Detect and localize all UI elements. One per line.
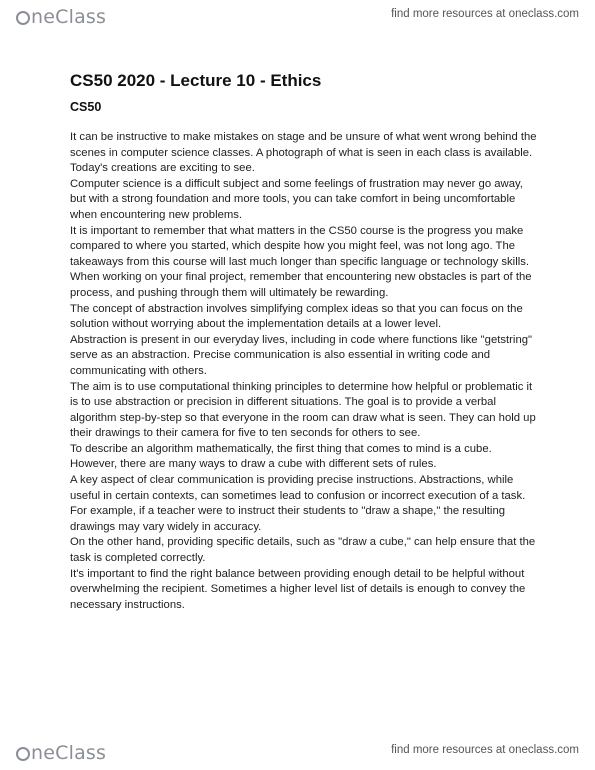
paragraph: It can be instructive to make mistakes on stage and be unsure of what went wrong behind the scenes in computer science classes. A photograph of what is seen in each class is available. Today's creations are exciting to see. [70,131,537,175]
paragraph: On the other hand, providing specific details, such as "draw a cube," can help ensure that the task is completed correctly. [70,536,536,565]
document-content [70,70,540,613]
paragraph: A key aspect of clear communication is providing precise instructions. Abstractions, while useful in certain contexts, can sometimes lead to confusion or incorrect execution of a task. [70,474,526,502]
page-footer [0,736,595,770]
paragraph: The aim is to use computational thinking principles to determine how helpful or problematic it is to use abstraction or precision in different situations. The goal is to provide a verbal algorithm step-by-step so that everyone in the room can draw what is seen. They can hold up their drawings to their camera for five to ten seconds for others to see. [70,380,536,440]
document-body [70,130,540,613]
logo-text: neClass [31,6,107,28]
resources-link[interactable]: find more resources at oneclass.com [391,8,579,20]
resources-link-footer[interactable]: find more resources at oneclass.com [391,744,579,756]
document-title: CS50 2020 - Lecture 10 - Ethics [70,71,322,90]
paragraph: The concept of abstraction involves simplifying complex ideas so that you can focus on the solution without worrying about the implementation details at a lower level. [70,302,523,331]
paragraph: Abstraction is present in our everyday lives, including in code where functions like "getstring" serve as an abstraction. Precise communication is also essential in writing code and communicating with others. [70,333,533,377]
paragraph: To describe an algorithm mathematically, the first thing that comes to mind is a cube. However, there are many ways to draw a cube with different sets of rules. [70,442,492,471]
logo-o-icon [16,747,30,761]
logo-text: neClass [31,742,107,764]
paragraph: For example, if a teacher were to instruct their students to "draw a shape," the resulting drawings may vary widely in accuracy. [70,505,506,533]
paragraph: When working on your final project, remember that encountering new obstacles is part of the process, and pushing through them will ultimately be rewarding. [70,271,532,299]
paragraph: It is important to remember that what matters in the CS50 course is the progress you make compared to where you started, which despite how you might feel, was not long ago. The takeaways from this course will last much longer than specific language or technology skills. [70,224,529,268]
oneclass-logo-footer[interactable] [16,742,106,764]
paragraph: It's important to find the right balance between providing enough detail to be helpful without overwhelming the recipient. Sometimes a higher level list of details is enough to convey the necessary instructions. [70,567,526,611]
page-header [0,0,595,34]
paragraph: Computer science is a difficult subject and some feelings of frustration may never go away, but with a strong foundation and more tools, you can take comfort in being uncomfortable when encountering new problems. [70,177,523,221]
document-subtitle: CS50 [70,100,102,114]
logo-o-icon [16,11,30,25]
oneclass-logo[interactable] [16,6,106,28]
